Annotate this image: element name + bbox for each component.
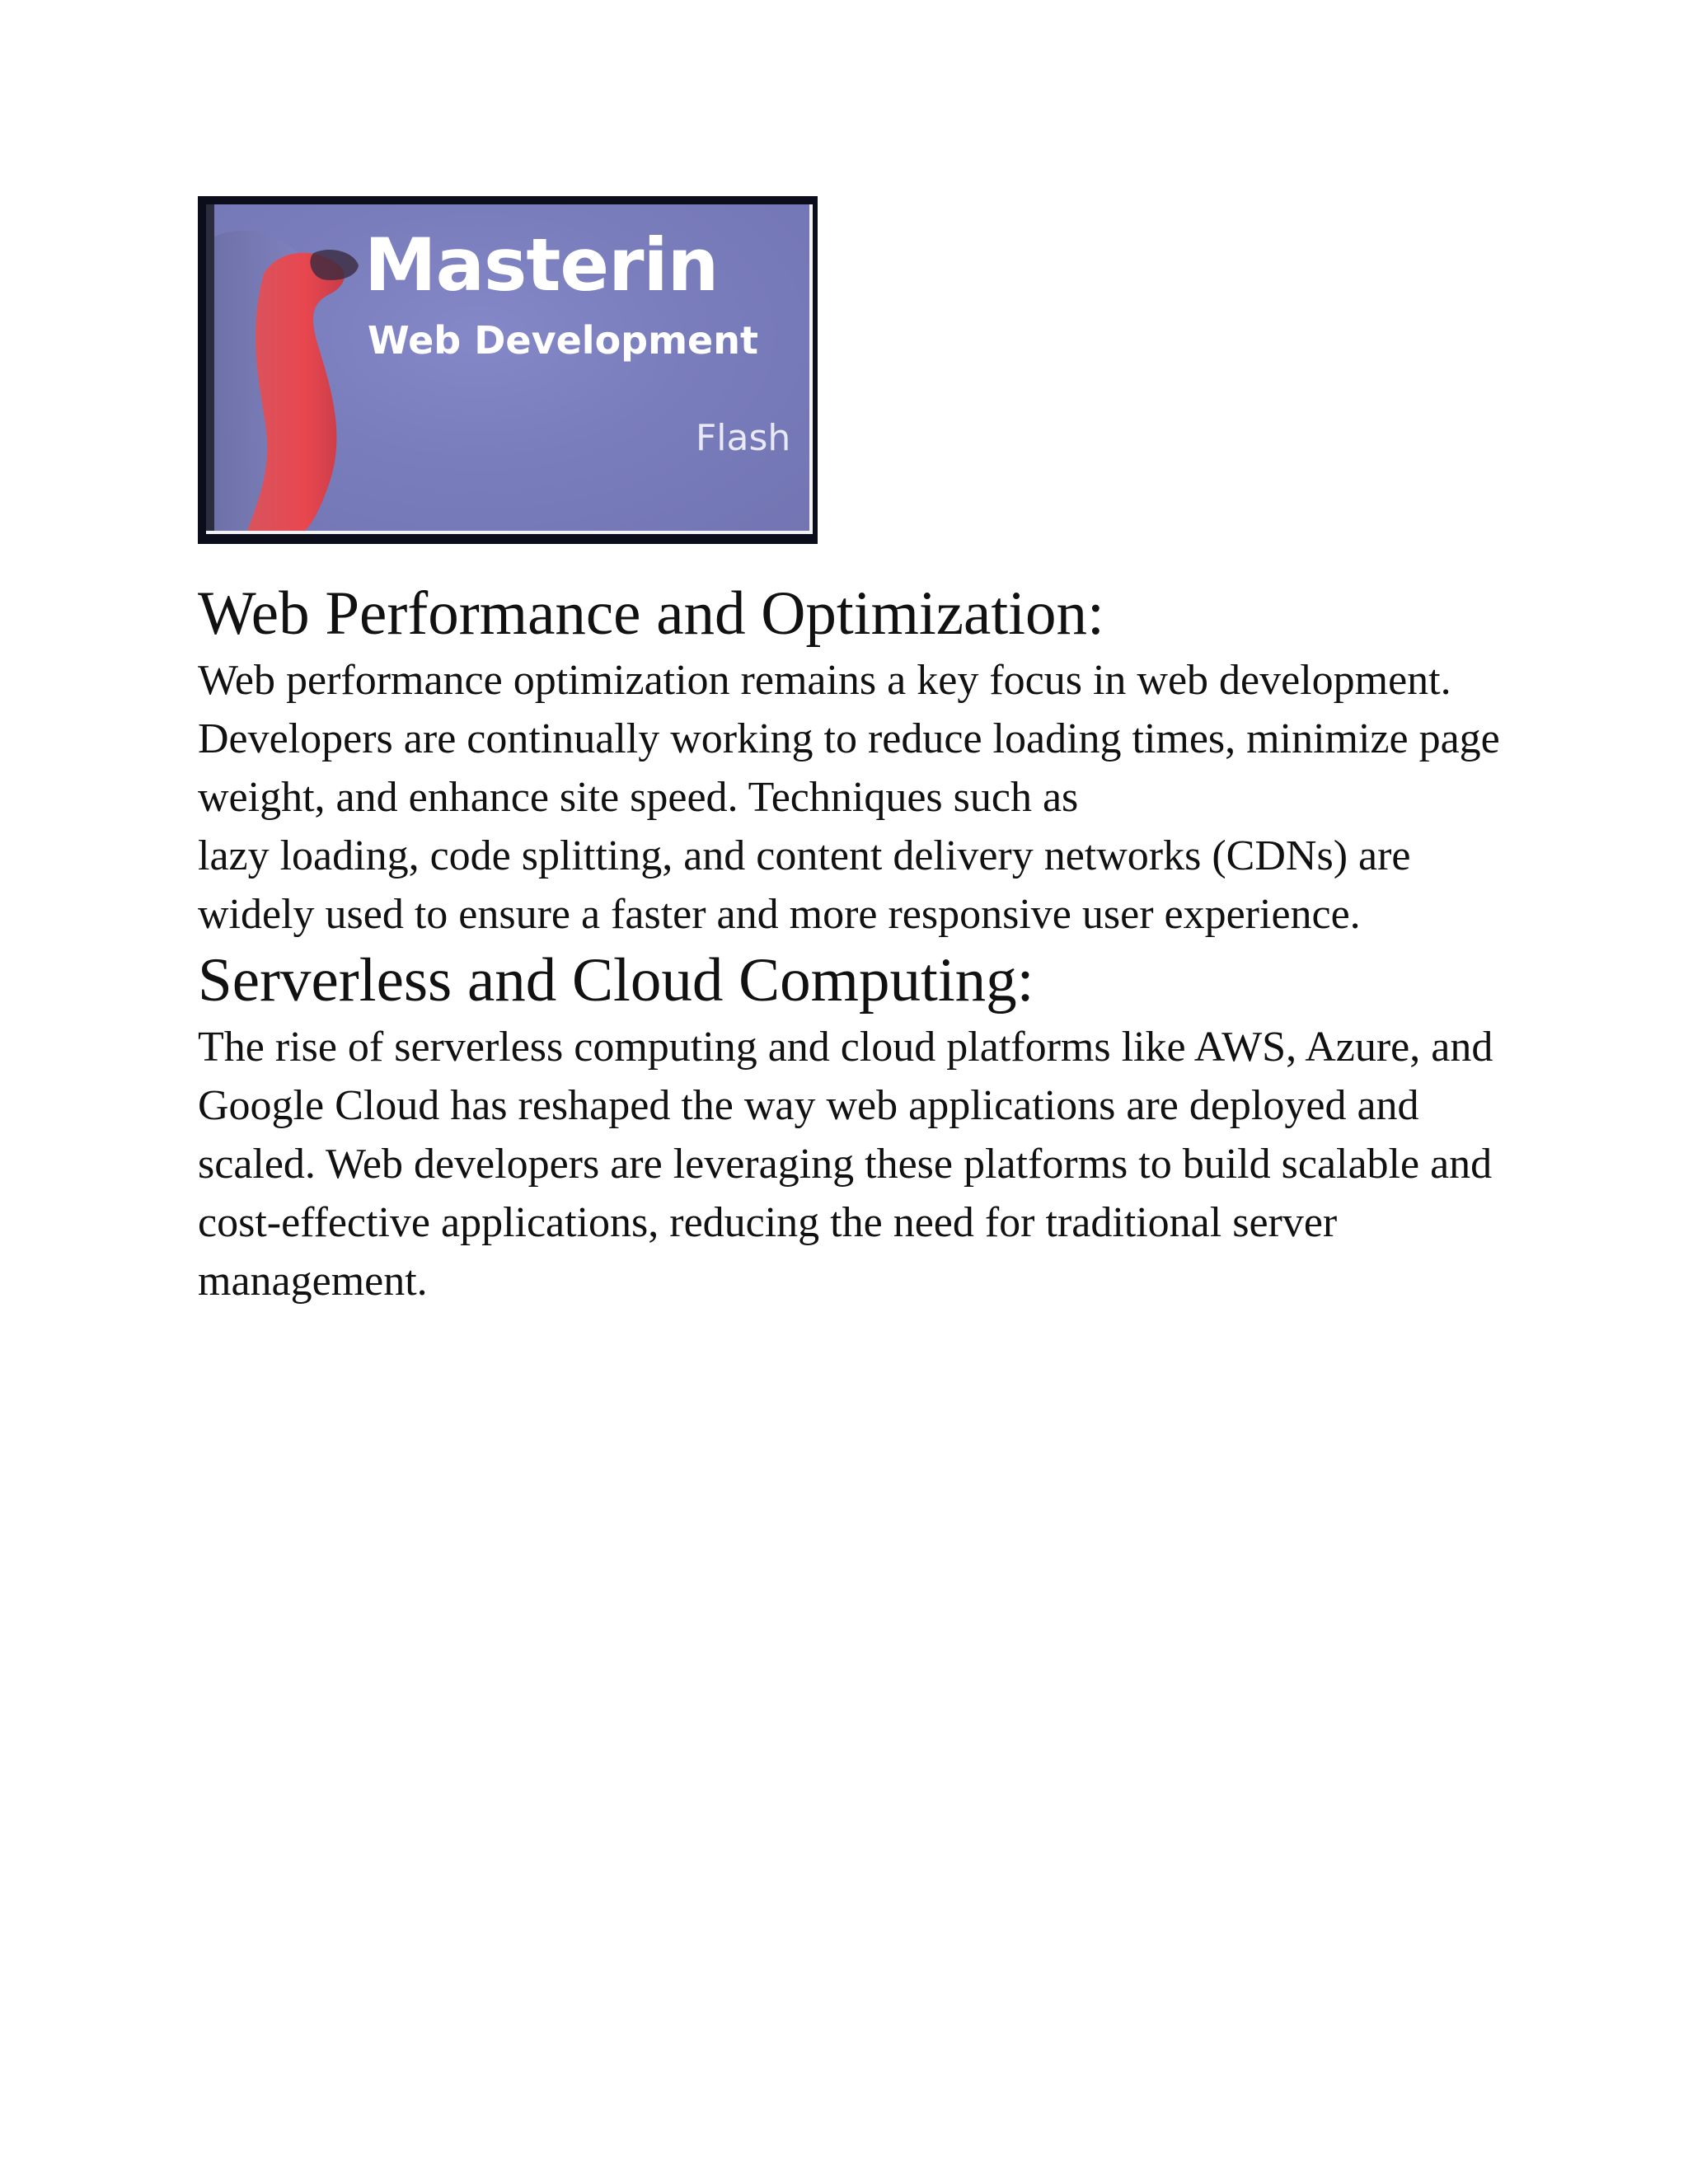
paragraph-serverless-1: The rise of serverless computing and cloud platforms like AWS, Azure, and Google Cloud has reshaped the way web applications are deployed and scaled. Web developers are leveraging these platforms to build scalable and cost-effective applications, reducing the need for traditional server management. [198, 1024, 1493, 1305]
document-content [198, 577, 1500, 1310]
banner-image [198, 196, 818, 544]
section-heading-web-performance: Web Performance and Optimization: [198, 579, 1104, 648]
section-heading-serverless: Serverless and Cloud Computing: [198, 946, 1034, 1015]
paragraph-web-performance-1: Web performance optimization remains a key focus in web development. Developers are continually working to reduce loading times, minimize page weight, and enhance site speed. Techniques such as [198, 657, 1500, 821]
banner-subtitle: Web Development [368, 318, 758, 363]
banner-title: Masterin [364, 223, 719, 307]
banner-left-strip [206, 204, 214, 531]
banner-image-inner [206, 204, 813, 534]
banner-caption: Flash [696, 417, 791, 459]
paragraph-web-performance-2: lazy loading, code splitting, and content delivery networks (CDNs) are widely used to ensure a faster and more responsive user experience. [198, 832, 1411, 938]
